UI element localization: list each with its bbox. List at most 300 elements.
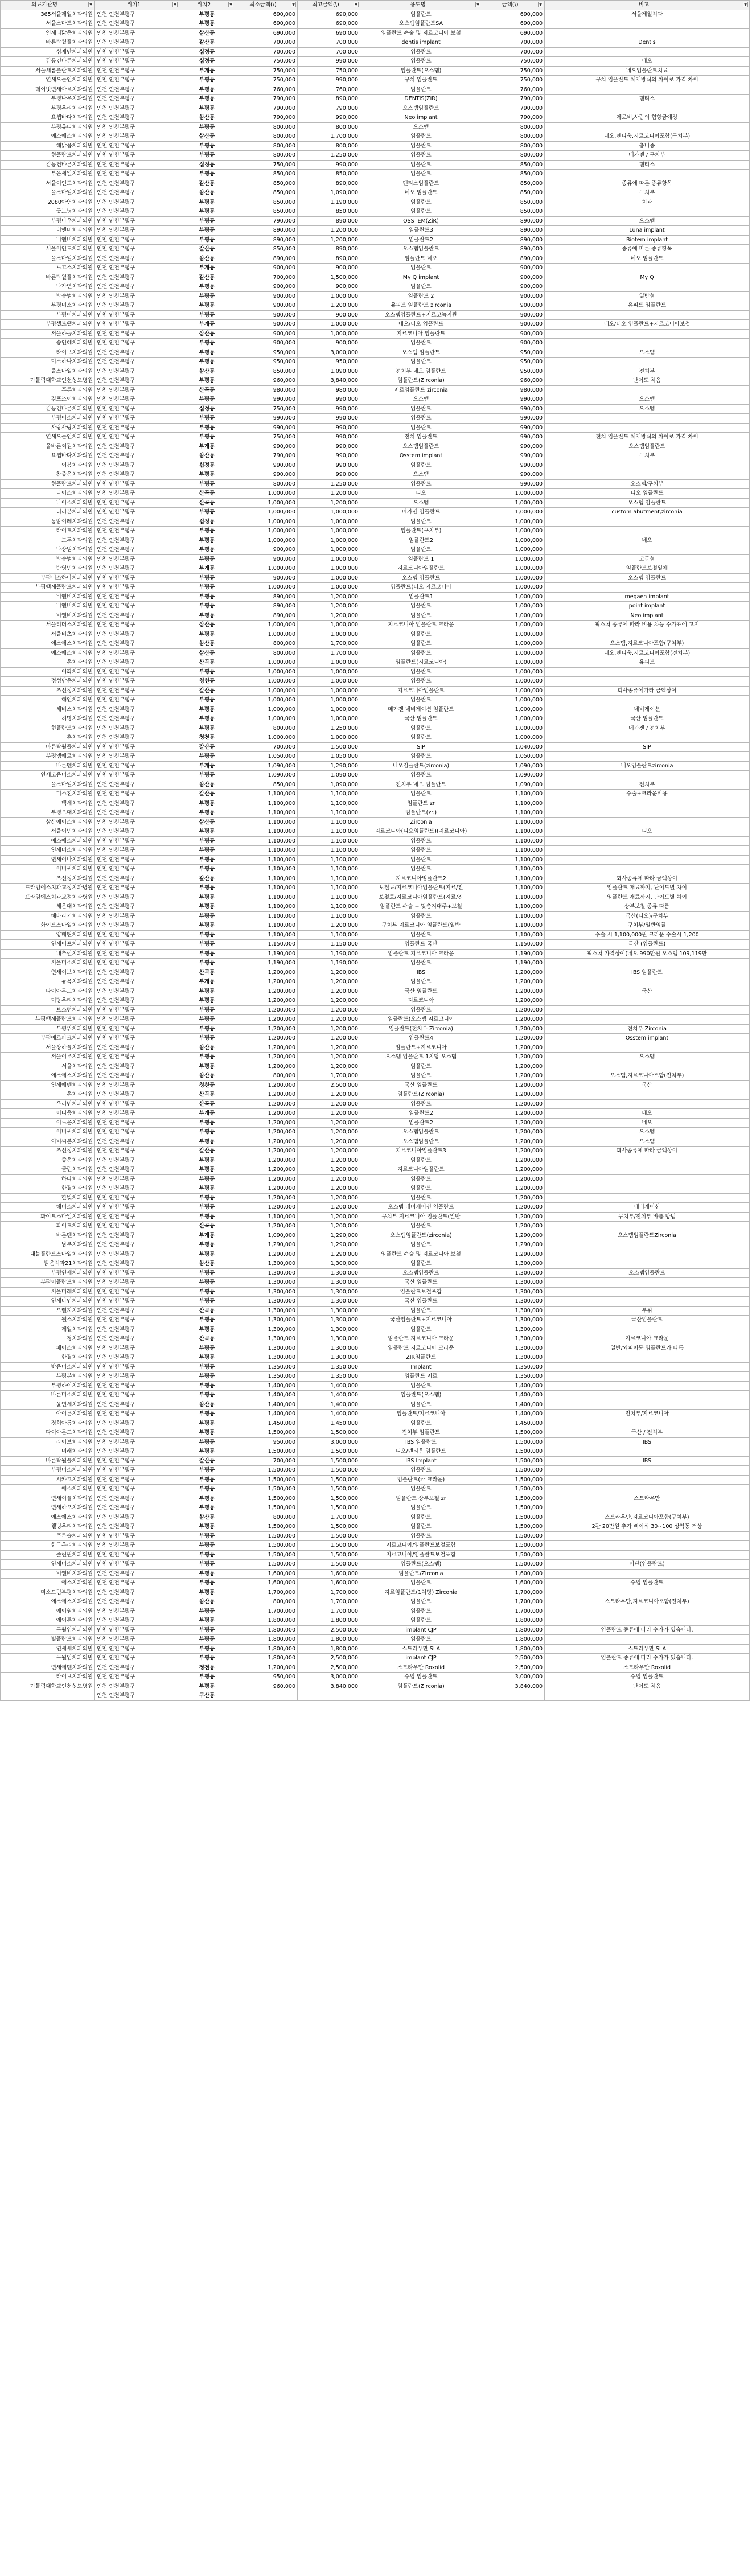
cell-location1[interactable]: 인천 인천부평구	[95, 1306, 179, 1316]
cell-hospital-name[interactable]	[1, 1691, 95, 1701]
cell-note[interactable]	[545, 1353, 750, 1363]
cell-amount[interactable]: 1,500,000	[482, 1475, 545, 1485]
cell-hospital-name[interactable]: 연세에덴치과의원	[1, 1663, 95, 1673]
cell-min-price[interactable]: 850,000	[235, 367, 298, 376]
cell-note[interactable]: Neo implant	[545, 611, 750, 621]
cell-min-price[interactable]: 790,000	[235, 95, 298, 104]
cell-note[interactable]: 구치부/일반임플	[545, 921, 750, 931]
cell-location2[interactable]: 부평동	[179, 1579, 235, 1588]
cell-amount[interactable]: 890,000	[482, 245, 545, 254]
cell-amount[interactable]: 1,100,000	[482, 846, 545, 856]
cell-hospital-name[interactable]: 프라임에스치과교정치과병원	[1, 893, 95, 902]
cell-use-name[interactable]: 임플란트	[360, 1306, 482, 1316]
cell-amount[interactable]: 1,200,000	[482, 1034, 545, 1043]
cell-max-price[interactable]: 1,700,000	[298, 1513, 360, 1522]
cell-min-price[interactable]: 1,200,000	[235, 1147, 298, 1156]
cell-note[interactable]	[545, 1278, 750, 1288]
cell-location1[interactable]: 인천 인천부평구	[95, 1118, 179, 1128]
cell-max-price[interactable]: 1,200,000	[298, 1222, 360, 1231]
cell-amount[interactable]: 1,000,000	[482, 733, 545, 743]
cell-use-name[interactable]: 국산 임플란트	[360, 1278, 482, 1288]
cell-location1[interactable]: 인천 인천부평구	[95, 1043, 179, 1053]
cell-min-price[interactable]: 1,100,000	[235, 846, 298, 856]
cell-note[interactable]	[545, 1259, 750, 1269]
cell-location1[interactable]: 인천 인천부평구	[95, 959, 179, 968]
cell-min-price[interactable]: 980,000	[235, 385, 298, 395]
cell-location2[interactable]: 갈산동	[179, 790, 235, 799]
cell-location1[interactable]: 인천 인천부평구	[95, 1691, 179, 1701]
cell-amount[interactable]: 1,800,000	[482, 1616, 545, 1626]
cell-location2[interactable]: 부평동	[179, 282, 235, 292]
cell-amount[interactable]: 800,000	[482, 132, 545, 142]
cell-hospital-name[interactable]: 연세다인치과의원	[1, 1297, 95, 1307]
cell-max-price[interactable]: 1,190,000	[298, 949, 360, 959]
cell-hospital-name[interactable]: 올스마일치과의원	[1, 367, 95, 376]
cell-max-price[interactable]: 1,500,000	[298, 1494, 360, 1503]
cell-max-price[interactable]: 1,200,000	[298, 968, 360, 977]
cell-location2[interactable]: 부평동	[179, 1034, 235, 1043]
cell-location2[interactable]: 부평동	[179, 902, 235, 912]
cell-amount[interactable]: 2,500,000	[482, 1654, 545, 1663]
cell-amount[interactable]: 1,500,000	[482, 1503, 545, 1513]
cell-location1[interactable]: 인천 인천부평구	[95, 1362, 179, 1372]
cell-location1[interactable]: 인천 인천부평구	[95, 479, 179, 489]
cell-note[interactable]: 국산 / 전치부	[545, 1428, 750, 1438]
cell-note[interactable]: 픽스쳐 가격상이(네오 990만원 오스템 109,119만	[545, 949, 750, 959]
cell-use-name[interactable]: 임플란트	[360, 1419, 482, 1428]
cell-note[interactable]	[545, 527, 750, 536]
cell-amount[interactable]: 1,000,000	[482, 592, 545, 602]
cell-note[interactable]: 오스템	[545, 1128, 750, 1137]
cell-note[interactable]: 전치 임플란트 체재방식의 차이로 가격 차이	[545, 433, 750, 442]
cell-location1[interactable]: 인천 인천부평구	[95, 1475, 179, 1485]
cell-use-name[interactable]: 임플란트	[360, 1222, 482, 1231]
cell-note[interactable]	[545, 470, 750, 480]
cell-use-name[interactable]: 지르임플란트 zirconia	[360, 385, 482, 395]
cell-max-price[interactable]: 790,000	[298, 104, 360, 113]
cell-min-price[interactable]: 1,200,000	[235, 1005, 298, 1015]
cell-location2[interactable]: 부평동	[179, 10, 235, 19]
cell-max-price[interactable]: 900,000	[298, 282, 360, 292]
cell-hospital-name[interactable]: 푸른솔치과의원	[1, 1531, 95, 1541]
cell-location1[interactable]: 인천 인천부평구	[95, 1673, 179, 1682]
cell-min-price[interactable]: 950,000	[235, 1673, 298, 1682]
cell-location2[interactable]: 부평동	[179, 1250, 235, 1259]
cell-use-name[interactable]: 임플란트 지르	[360, 1372, 482, 1382]
cell-use-name[interactable]: 임플란트	[360, 1071, 482, 1081]
cell-use-name[interactable]: 스트라우만 SLA	[360, 1644, 482, 1654]
cell-amount[interactable]: 1,500,000	[482, 1447, 545, 1457]
cell-location1[interactable]: 인천 인천부평구	[95, 1635, 179, 1645]
cell-use-name[interactable]: 오스템	[360, 498, 482, 508]
cell-location2[interactable]: 부평동	[179, 1024, 235, 1034]
cell-amount[interactable]: 1,700,000	[482, 1588, 545, 1597]
cell-use-name[interactable]: 임플란트	[360, 47, 482, 57]
cell-amount[interactable]: 1,100,000	[482, 884, 545, 893]
cell-amount[interactable]: 850,000	[482, 207, 545, 217]
cell-max-price[interactable]: 1,300,000	[298, 1344, 360, 1353]
cell-note[interactable]: 수입 임플란트	[545, 1579, 750, 1588]
cell-location1[interactable]: 인천 인천부평구	[95, 855, 179, 865]
cell-note[interactable]: 네오/디오 임플란트+지르코니아보철	[545, 320, 750, 330]
cell-location2[interactable]: 부평동	[179, 1137, 235, 1147]
cell-amount[interactable]: 1,000,000	[482, 648, 545, 658]
cell-use-name[interactable]: 임플란트	[360, 85, 482, 95]
cell-use-name[interactable]: 임플란트	[360, 602, 482, 611]
cell-min-price[interactable]: 700,000	[235, 38, 298, 48]
cell-hospital-name[interactable]: 서울미소치과의원	[1, 959, 95, 968]
cell-amount[interactable]: 1,500,000	[482, 1466, 545, 1476]
cell-hospital-name[interactable]: 부평이플란트치과의원	[1, 1278, 95, 1288]
cell-location1[interactable]: 인천 인천부평구	[95, 527, 179, 536]
cell-location1[interactable]: 인천 인천부평구	[95, 132, 179, 142]
cell-min-price[interactable]: 690,000	[235, 28, 298, 38]
cell-hospital-name[interactable]: 서울하늘치과의원	[1, 329, 95, 339]
cell-location1[interactable]: 인천 인천부평구	[95, 207, 179, 217]
cell-hospital-name[interactable]: 정성담은치과의원	[1, 677, 95, 687]
cell-hospital-name[interactable]: 데이빗연세아르치과의원	[1, 85, 95, 95]
cell-note[interactable]	[545, 977, 750, 987]
cell-use-name[interactable]: 오스템임플란트	[360, 245, 482, 254]
cell-use-name[interactable]: 오스템임플란트SA	[360, 19, 482, 29]
cell-max-price[interactable]: 1,600,000	[298, 1579, 360, 1588]
cell-use-name[interactable]: 수입 임플란트	[360, 1673, 482, 1682]
cell-hospital-name[interactable]: 연세오늘인치과의원	[1, 433, 95, 442]
cell-note[interactable]	[545, 329, 750, 339]
cell-use-name[interactable]: 임플란트(Zirconia)	[360, 376, 482, 386]
cell-use-name[interactable]: 임플란트/지르코니아	[360, 1410, 482, 1419]
cell-use-name[interactable]: 오스템 임플란트 1치당 오스템	[360, 1053, 482, 1062]
cell-max-price[interactable]: 1,100,000	[298, 902, 360, 912]
cell-amount[interactable]: 900,000	[482, 339, 545, 348]
cell-hospital-name[interactable]: 아이튼치과의원	[1, 1410, 95, 1419]
cell-max-price[interactable]: 1,100,000	[298, 855, 360, 865]
cell-min-price[interactable]: 990,000	[235, 470, 298, 480]
cell-location2[interactable]: 부평동	[179, 554, 235, 564]
cell-note[interactable]	[545, 996, 750, 1006]
cell-use-name[interactable]: 임플란트 국산	[360, 940, 482, 950]
cell-location1[interactable]: 인천 인천부평구	[95, 583, 179, 593]
cell-location2[interactable]: 부평동	[179, 940, 235, 950]
cell-use-name[interactable]: 디오/덴티움 임플란트	[360, 1447, 482, 1457]
cell-min-price[interactable]: 1,300,000	[235, 1287, 298, 1297]
cell-max-price[interactable]: 1,200,000	[298, 489, 360, 499]
cell-amount[interactable]: 1,150,000	[482, 940, 545, 950]
cell-min-price[interactable]: 1,190,000	[235, 949, 298, 959]
cell-location1[interactable]: 인천 인천부평구	[95, 376, 179, 386]
cell-note[interactable]: 서울제일치과	[545, 10, 750, 19]
cell-location1[interactable]: 인천 인천부평구	[95, 1203, 179, 1213]
cell-note[interactable]: 회사종류에 따라 금액상이	[545, 1147, 750, 1156]
cell-min-price[interactable]: 1,300,000	[235, 1306, 298, 1316]
cell-hospital-name[interactable]: 부평이치과의원	[1, 310, 95, 320]
cell-location2[interactable]: 청천동	[179, 677, 235, 687]
cell-location2[interactable]: 부평동	[179, 348, 235, 358]
cell-use-name[interactable]: 임플란트	[360, 1466, 482, 1476]
cell-min-price[interactable]: 1,500,000	[235, 1550, 298, 1560]
cell-use-name[interactable]: 디오	[360, 489, 482, 499]
cell-amount[interactable]: 1,000,000	[482, 630, 545, 639]
cell-location1[interactable]: 인천 인천부평구	[95, 1334, 179, 1344]
cell-max-price[interactable]: 990,000	[298, 423, 360, 433]
cell-max-price[interactable]: 2,500,000	[298, 1654, 360, 1663]
cell-hospital-name[interactable]: 부평본치과의원	[1, 1372, 95, 1382]
cell-location2[interactable]: 부평동	[179, 573, 235, 583]
cell-location1[interactable]: 인천 인천부평구	[95, 1128, 179, 1137]
cell-location2[interactable]: 부평동	[179, 836, 235, 846]
cell-location2[interactable]: 부평동	[179, 696, 235, 705]
cell-location2[interactable]: 부개동	[179, 1231, 235, 1240]
cell-location2[interactable]: 부개동	[179, 761, 235, 771]
cell-use-name[interactable]: 임플란트	[360, 461, 482, 470]
cell-location1[interactable]: 인천 인천부평구	[95, 780, 179, 790]
cell-amount[interactable]: 1,000,000	[482, 602, 545, 611]
cell-max-price[interactable]: 890,000	[298, 179, 360, 188]
cell-location1[interactable]: 인천 인천부평구	[95, 348, 179, 358]
cell-hospital-name[interactable]: 미소진치과의원	[1, 790, 95, 799]
cell-location1[interactable]: 인천 인천부평구	[95, 57, 179, 67]
cell-location1[interactable]: 인천 인천부평구	[95, 442, 179, 451]
cell-min-price[interactable]: 1,000,000	[235, 621, 298, 630]
cell-location1[interactable]: 인천 인천부평구	[95, 564, 179, 574]
cell-use-name[interactable]: 임플란트2	[360, 536, 482, 545]
cell-location1[interactable]: 인천 인천부평구	[95, 1278, 179, 1288]
cell-note[interactable]	[545, 545, 750, 555]
cell-amount[interactable]: 990,000	[482, 395, 545, 405]
cell-amount[interactable]: 900,000	[482, 264, 545, 273]
cell-hospital-name[interactable]: 가톨릭대학교인천성모병원	[1, 1682, 95, 1691]
cell-max-price[interactable]: 990,000	[298, 470, 360, 480]
cell-note[interactable]: 구치 임플란트 체재방식의 차이로 가격 차이	[545, 76, 750, 85]
cell-amount[interactable]: 1,200,000	[482, 1165, 545, 1175]
cell-location1[interactable]: 인천 인천부평구	[95, 1513, 179, 1522]
cell-use-name[interactable]: 임플란트	[360, 959, 482, 968]
cell-min-price[interactable]: 1,200,000	[235, 1109, 298, 1119]
cell-amount[interactable]: 900,000	[482, 282, 545, 292]
cell-min-price[interactable]: 790,000	[235, 216, 298, 226]
cell-amount[interactable]: 1,100,000	[482, 827, 545, 837]
cell-use-name[interactable]: 덴티스임플란트	[360, 179, 482, 188]
cell-location2[interactable]: 부평동	[179, 1316, 235, 1325]
cell-location2[interactable]: 부평동	[179, 930, 235, 940]
cell-use-name[interactable]: 임플란트 지르코니아 크라운	[360, 1344, 482, 1353]
cell-hospital-name[interactable]: 연세미소치과의원	[1, 846, 95, 856]
cell-min-price[interactable]: 950,000	[235, 348, 298, 358]
cell-note[interactable]	[545, 696, 750, 705]
cell-location1[interactable]: 인천 인천부평구	[95, 1569, 179, 1579]
cell-use-name[interactable]: 임플란트	[360, 207, 482, 217]
cell-note[interactable]: Biotem implant	[545, 235, 750, 245]
cell-use-name[interactable]: 임플란트	[360, 339, 482, 348]
cell-min-price[interactable]: 1,200,000	[235, 1174, 298, 1184]
cell-note[interactable]	[545, 1419, 750, 1428]
cell-hospital-name[interactable]: 김동건바른치과의원	[1, 160, 95, 170]
cell-amount[interactable]: 1,600,000	[482, 1569, 545, 1579]
cell-hospital-name[interactable]: 웰스치과의원	[1, 1316, 95, 1325]
cell-location1[interactable]: 인천 인천부평구	[95, 1053, 179, 1062]
cell-amount[interactable]: 990,000	[482, 442, 545, 451]
cell-min-price[interactable]: 800,000	[235, 639, 298, 649]
cell-min-price[interactable]: 1,200,000	[235, 977, 298, 987]
cell-hospital-name[interactable]: 서울새롬플란트치과의원	[1, 66, 95, 76]
cell-max-price[interactable]: 1,000,000	[298, 733, 360, 743]
cell-location2[interactable]: 부평동	[179, 602, 235, 611]
cell-location1[interactable]: 인천 인천부평구	[95, 1456, 179, 1466]
cell-note[interactable]: 네비게이션	[545, 705, 750, 714]
cell-amount[interactable]: 1,300,000	[482, 1297, 545, 1307]
cell-max-price[interactable]: 1,600,000	[298, 1569, 360, 1579]
cell-note[interactable]	[545, 207, 750, 217]
cell-note[interactable]: Luna implant	[545, 226, 750, 236]
cell-location1[interactable]: 인천 인천부평구	[95, 1663, 179, 1673]
cell-max-price[interactable]: 1,200,000	[298, 1024, 360, 1034]
cell-amount[interactable]: 900,000	[482, 273, 545, 282]
cell-note[interactable]: 덴티스	[545, 95, 750, 104]
cell-min-price[interactable]: 900,000	[235, 573, 298, 583]
cell-note[interactable]	[545, 1381, 750, 1391]
cell-amount[interactable]: 1,500,000	[482, 1531, 545, 1541]
cell-location1[interactable]: 인천 인천부평구	[95, 1212, 179, 1222]
cell-min-price[interactable]: 1,200,000	[235, 1080, 298, 1090]
cell-location1[interactable]: 인천 인천부평구	[95, 1174, 179, 1184]
cell-min-price[interactable]: 890,000	[235, 592, 298, 602]
cell-location2[interactable]: 부평동	[179, 198, 235, 207]
cell-location2[interactable]: 산곡동	[179, 1099, 235, 1109]
cell-location1[interactable]: 인천 인천부평구	[95, 686, 179, 696]
cell-hospital-name[interactable]: 서울비츠치과의원	[1, 630, 95, 639]
cell-max-price[interactable]: 1,090,000	[298, 771, 360, 780]
cell-amount[interactable]: 1,100,000	[482, 817, 545, 827]
cell-location1[interactable]: 인천 인천부평구	[95, 696, 179, 705]
cell-max-price[interactable]: 1,500,000	[298, 1456, 360, 1466]
cell-location2[interactable]: 부평동	[179, 376, 235, 386]
cell-min-price[interactable]: 1,500,000	[235, 1503, 298, 1513]
cell-hospital-name[interactable]: 부평백세플란트치과의원	[1, 1015, 95, 1025]
cell-hospital-name[interactable]: 부은세일치과의원	[1, 170, 95, 179]
cell-note[interactable]	[545, 1222, 750, 1231]
cell-use-name[interactable]: 임플란트	[360, 1193, 482, 1203]
cell-min-price[interactable]: 1,100,000	[235, 808, 298, 818]
cell-min-price[interactable]: 750,000	[235, 57, 298, 67]
cell-min-price[interactable]: 1,350,000	[235, 1372, 298, 1382]
cell-location1[interactable]: 인천 인천부평구	[95, 113, 179, 123]
cell-use-name[interactable]: 지르코니아임플란트3	[360, 1147, 482, 1156]
cell-min-price[interactable]: 750,000	[235, 404, 298, 414]
cell-location1[interactable]: 인천 인천부평구	[95, 1184, 179, 1194]
cell-use-name[interactable]: 전치부 네오 임플란트	[360, 367, 482, 376]
cell-use-name[interactable]: 지르코니아임플란트2	[360, 874, 482, 884]
cell-amount[interactable]: 890,000	[482, 216, 545, 226]
cell-note[interactable]: 메가젠 / 구치부	[545, 151, 750, 161]
cell-note[interactable]	[545, 1635, 750, 1645]
cell-use-name[interactable]: 임플란트	[360, 1579, 482, 1588]
cell-note[interactable]: 오스템 임플란트	[545, 498, 750, 508]
cell-note[interactable]	[545, 808, 750, 818]
cell-amount[interactable]: 1,200,000	[482, 968, 545, 977]
cell-amount[interactable]: 1,100,000	[482, 911, 545, 921]
cell-hospital-name[interactable]: 남부치과의원	[1, 1240, 95, 1250]
cell-location2[interactable]: 갈산동	[179, 273, 235, 282]
cell-max-price[interactable]: 1,300,000	[298, 1259, 360, 1269]
cell-use-name[interactable]: 임플란트	[360, 1513, 482, 1522]
cell-min-price[interactable]: 1,290,000	[235, 1250, 298, 1259]
cell-hospital-name[interactable]: 에스치과의원	[1, 1579, 95, 1588]
cell-hospital-name[interactable]: 부평셀트웰치과의원	[1, 320, 95, 330]
cell-note[interactable]: 임플란트 재료까지, 난이도별 차이	[545, 893, 750, 902]
cell-amount[interactable]: 1,500,000	[482, 1485, 545, 1494]
cell-max-price[interactable]: 1,090,000	[298, 188, 360, 198]
cell-min-price[interactable]: 1,200,000	[235, 987, 298, 996]
cell-max-price[interactable]: 990,000	[298, 76, 360, 85]
cell-min-price[interactable]: 890,000	[235, 235, 298, 245]
cell-use-name[interactable]: 임플란트	[360, 771, 482, 780]
cell-max-price[interactable]: 1,300,000	[298, 1297, 360, 1307]
cell-location1[interactable]: 인천 인천부평구	[95, 28, 179, 38]
cell-location1[interactable]: 인천 인천부평구	[95, 414, 179, 424]
cell-location1[interactable]: 인천 인천부평구	[95, 122, 179, 132]
cell-min-price[interactable]: 850,000	[235, 188, 298, 198]
cell-location2[interactable]: 부평동	[179, 1353, 235, 1363]
cell-min-price[interactable]: 1,100,000	[235, 790, 298, 799]
cell-location2[interactable]: 삼산동	[179, 639, 235, 649]
cell-min-price[interactable]: 960,000	[235, 376, 298, 386]
cell-amount[interactable]: 990,000	[482, 433, 545, 442]
cell-location2[interactable]: 십정동	[179, 517, 235, 527]
cell-location1[interactable]: 인천 인천부평구	[95, 893, 179, 902]
cell-hospital-name[interactable]: 2080아연치과의원	[1, 198, 95, 207]
cell-note[interactable]: 임플란트보철일체	[545, 564, 750, 574]
cell-location1[interactable]: 인천 인천부평구	[95, 1541, 179, 1551]
cell-location2[interactable]: 부평동	[179, 1165, 235, 1175]
cell-location2[interactable]: 부평동	[179, 358, 235, 367]
cell-min-price[interactable]: 1,000,000	[235, 630, 298, 639]
cell-max-price[interactable]: 1,200,000	[298, 1137, 360, 1147]
cell-hospital-name[interactable]: 굿모닝치과의원	[1, 207, 95, 217]
cell-location1[interactable]: 인천 인천부평구	[95, 1372, 179, 1382]
cell-use-name[interactable]: 임플란트	[360, 358, 482, 367]
cell-location2[interactable]: 부개동	[179, 66, 235, 76]
cell-max-price[interactable]: 1,200,000	[298, 996, 360, 1006]
cell-use-name[interactable]: 임플란트	[360, 1099, 482, 1109]
cell-note[interactable]: 일반/외피이동 임플란트가 다름	[545, 1344, 750, 1353]
cell-min-price[interactable]: 890,000	[235, 611, 298, 621]
cell-location2[interactable]: 갈산동	[179, 1456, 235, 1466]
cell-max-price[interactable]: 3,840,000	[298, 376, 360, 386]
cell-min-price[interactable]: 900,000	[235, 554, 298, 564]
cell-location1[interactable]: 인천 인천부평구	[95, 1522, 179, 1532]
cell-use-name[interactable]: 임플란트 수술 + 맞춤지대주+보철	[360, 902, 482, 912]
cell-note[interactable]	[545, 264, 750, 273]
cell-note[interactable]	[545, 1569, 750, 1579]
cell-location2[interactable]: 부평동	[179, 141, 235, 151]
cell-amount[interactable]: 1,500,000	[482, 1541, 545, 1551]
cell-use-name[interactable]: 임플란트	[360, 1400, 482, 1410]
cell-note[interactable]	[545, 865, 750, 874]
cell-hospital-name[interactable]: 심재만치과의원	[1, 47, 95, 57]
cell-location2[interactable]: 부평동	[179, 1437, 235, 1447]
cell-location2[interactable]: 부평동	[179, 1644, 235, 1654]
cell-location2[interactable]: 부평동	[179, 479, 235, 489]
cell-location2[interactable]: 삼산동	[179, 254, 235, 264]
cell-amount[interactable]: 1,000,000	[482, 696, 545, 705]
cell-max-price[interactable]: 1,200,000	[298, 611, 360, 621]
cell-location1[interactable]: 인천 인천부평구	[95, 433, 179, 442]
cell-use-name[interactable]: 오스템임플란트	[360, 1268, 482, 1278]
cell-hospital-name[interactable]: 라이브치과의원	[1, 348, 95, 358]
cell-min-price[interactable]: 700,000	[235, 47, 298, 57]
cell-location2[interactable]: 십정동	[179, 160, 235, 170]
cell-min-price[interactable]: 800,000	[235, 648, 298, 658]
